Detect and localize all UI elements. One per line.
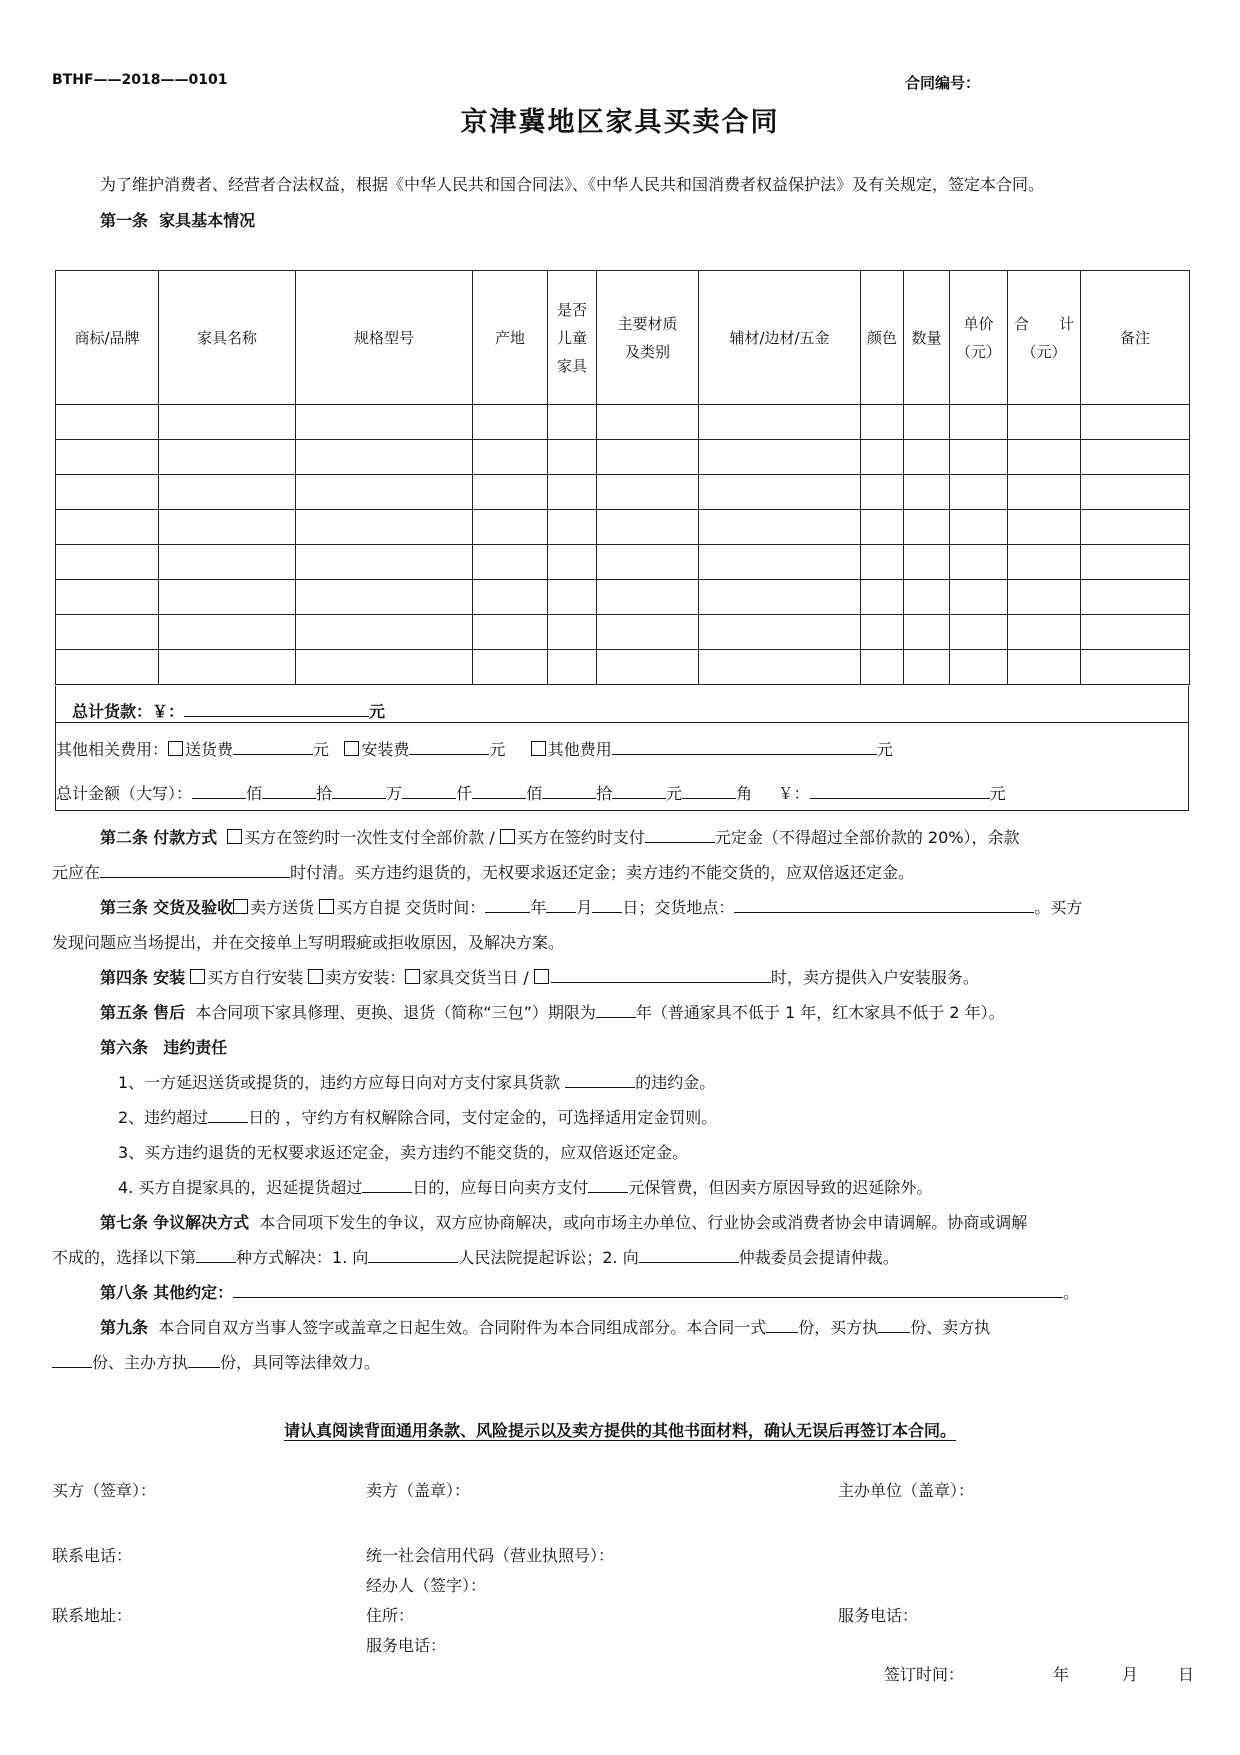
pay-full-checkbox[interactable] [227,829,242,844]
table-row [56,650,1190,685]
table-cell[interactable] [159,475,296,510]
table-cell[interactable] [473,405,548,440]
total-amount-line: 总计金额（大写）： 佰 拾 万 仟 佰 拾 元 角 ￥： 元 [56,780,1006,804]
agent-label: 经办人（签字）： [366,1576,487,1595]
page-title: 京津冀地区家具买卖合同 [460,107,780,138]
notice: 请认真阅读背面通用条款、风险提示以及卖方提供的其他书面材料，确认无误后再签订本合同。 [283,1421,956,1440]
table-cell[interactable] [1081,650,1190,685]
table-cell[interactable] [597,510,699,545]
article-6: 第六条 违约责任 1、一方延迟送货或提货的，违约方应每日向对方支付家具货款 的违约金。 2、违约超过 日的 ，守约方有权解除合同，支付定金的，可选择适用定金罚则。 3、买方违约退货的无权要求返还定金，卖方违约不能交货的，应双倍返还定金。 4. 买方自提家具的，迟延提货超过 日的，应每日向卖方支付 元保管费，但因卖方原因导致的迟延除外。 [100,1038,933,1197]
article-5: 第五条 售后 本合同项下家具修理、更换、退货（简称“三包”）期限为 年（普通家具不低于 1 年，红木家具不低于 2 年）。 [52,995,1192,1030]
table-cell[interactable] [861,405,904,440]
install-time-field[interactable] [551,964,771,983]
table-cell[interactable] [861,545,904,580]
install-other-checkbox[interactable] [534,969,549,984]
preamble: 为了维护消费者、经营者合法权益，根据《中华人民共和国合同法》、《中华人民共和国消费者权益保护法》及有关规定，签定本合同。 [100,175,1045,194]
other-fee-checkbox[interactable] [531,741,546,756]
delivery-place-field[interactable] [734,894,1034,913]
total-goods-line: 总计货款：￥： 元 [72,698,385,722]
table-cell[interactable] [56,545,159,580]
table-cell[interactable] [296,545,473,580]
table-cell[interactable] [861,440,904,475]
table-cell[interactable] [473,440,548,475]
table-cell[interactable] [159,545,296,580]
table-cell[interactable] [548,405,597,440]
table-row [56,580,1190,615]
table-cell[interactable] [950,475,1008,510]
table-cell[interactable] [159,580,296,615]
table-cell[interactable] [950,650,1008,685]
table-cell[interactable] [904,650,950,685]
table-cell[interactable] [904,615,950,650]
table-header-row [56,271,1190,405]
table-cell[interactable] [904,545,950,580]
table-cell[interactable] [296,580,473,615]
table-cell[interactable] [1008,615,1081,650]
col-aux: 辅材/边材/五金 [699,271,861,405]
table-cell[interactable] [56,580,159,615]
self-install-checkbox[interactable] [190,969,205,984]
table-cell[interactable] [296,650,473,685]
table-row [56,615,1190,650]
table-cell[interactable] [904,440,950,475]
table-cell[interactable] [1008,405,1081,440]
table-row [56,475,1190,510]
col-child: 是否 儿童 家具 [548,271,597,405]
total-amount-field[interactable] [810,780,990,799]
other-fee-field[interactable] [612,736,877,755]
table-cell[interactable] [597,615,699,650]
contract-number-label: 合同编号： [905,74,981,92]
install-fee-checkbox[interactable] [344,741,359,756]
table-cell[interactable] [950,510,1008,545]
arbitration-field[interactable] [639,1244,739,1263]
table-row [56,440,1190,475]
table-cell[interactable] [1008,440,1081,475]
table-cell[interactable] [159,650,296,685]
table-cell[interactable] [548,440,597,475]
deposit-field[interactable] [645,824,715,843]
table-cell[interactable] [473,650,548,685]
table-cell[interactable] [904,405,950,440]
table-cell[interactable] [861,580,904,615]
table-cell[interactable] [473,580,548,615]
table-cell[interactable] [597,440,699,475]
table-cell[interactable] [473,475,548,510]
breach-days-field[interactable] [208,1104,248,1123]
table-cell[interactable] [597,475,699,510]
table-cell[interactable] [699,650,861,685]
buyer-sign-label: 买方（签章）： [52,1481,157,1500]
table-cell[interactable] [1081,440,1190,475]
credit-code-label: 统一社会信用代码（营业执照号）： [366,1546,615,1565]
col-total: 合 计 （元） [1008,271,1081,405]
delivery-fee-field[interactable] [233,736,313,755]
table-cell[interactable] [904,510,950,545]
table-cell[interactable] [861,650,904,685]
table-cell[interactable] [861,510,904,545]
table-cell[interactable] [159,510,296,545]
table-cell[interactable] [56,615,159,650]
col-origin: 产地 [473,271,548,405]
table-cell[interactable] [597,405,699,440]
article-8: 第八条 其他约定： 。 [52,1275,1192,1310]
table-cell[interactable] [548,615,597,650]
article-2: 第二条 付款方式 买方在签约时一次性支付全部价款 / 买方在签约时支付 元定金（不得超过全部价款的 20%），余款 元应在 时付清。买方违约退货的，无权要求返还定金；卖方违约不能交货的，应双倍返还定金。 [52,820,1192,890]
col-remark: 备注 [1081,271,1190,405]
table-cell[interactable] [1081,510,1190,545]
col-unit-price: 单价 （元） [950,271,1008,405]
signing-year-label: 年 [1053,1665,1070,1684]
table-cell[interactable] [548,650,597,685]
signing-day-label: 日 [1178,1665,1195,1684]
table-cell[interactable] [159,440,296,475]
table-cell[interactable] [1008,650,1081,685]
table-cell[interactable] [473,545,548,580]
table-cell[interactable] [950,405,1008,440]
article-4: 第四条 安装 买方自行安装 卖方安装： 家具交货当日 / 时，卖方提供入户安装服务。 [52,960,1192,995]
col-material: 主要材质 及类别 [597,271,699,405]
seller-install-checkbox[interactable] [308,969,323,984]
table-cell[interactable] [1081,405,1190,440]
warranty-years-field[interactable] [596,999,636,1018]
table-row [56,545,1190,580]
table-cell[interactable] [159,405,296,440]
col-color: 颜色 [861,271,904,405]
totals-box [55,686,1189,811]
table-cell[interactable] [56,510,159,545]
table-cell[interactable] [548,580,597,615]
table-cell[interactable] [548,475,597,510]
form-code: BTHF——2018——0101 [52,72,228,88]
table-cell[interactable] [296,440,473,475]
col-brand: 商标/品牌 [56,271,159,405]
seller-delivery-checkbox[interactable] [233,899,248,914]
seller-phone-label: 服务电话： [366,1636,447,1655]
table-cell[interactable] [1081,580,1190,615]
table-cell[interactable] [950,545,1008,580]
table-cell[interactable] [296,405,473,440]
install-fee-field[interactable] [409,736,489,755]
table-row [56,405,1190,440]
table-cell[interactable] [904,475,950,510]
delivery-fee-checkbox[interactable] [168,741,183,756]
table-cell[interactable] [699,510,861,545]
table-cell[interactable] [1081,545,1190,580]
table-cell[interactable] [597,580,699,615]
pickup-delay-field[interactable] [362,1174,412,1193]
court-field[interactable] [368,1244,458,1263]
table-cell[interactable] [699,545,861,580]
table-cell[interactable] [56,475,159,510]
balance-date-field[interactable] [100,859,290,878]
table-cell[interactable] [296,475,473,510]
col-name: 家具名称 [159,271,296,405]
table-cell[interactable] [1008,580,1081,615]
dispute-option-field[interactable] [196,1244,236,1263]
table-cell[interactable] [296,615,473,650]
table-cell[interactable] [597,650,699,685]
seller-seal-label: 卖方（盖章）： [366,1481,471,1500]
table-cell[interactable] [597,545,699,580]
signing-month-label: 月 [1122,1665,1139,1684]
residence-label: 住所： [366,1606,415,1625]
table-cell[interactable] [861,615,904,650]
table-cell[interactable] [548,510,597,545]
buyer-pickup-checkbox[interactable] [319,899,334,914]
organizer-seal-label: 主办单位（盖章）： [838,1481,975,1500]
table-cell[interactable] [1081,475,1190,510]
other-terms-field[interactable] [233,1279,1063,1298]
buyer-phone-label: 联系电话： [52,1546,133,1565]
table-cell[interactable] [1008,510,1081,545]
other-fees-line: 其他相关费用： 送货费 元 安装费 元 其他费用 元 [56,736,893,760]
table-cell[interactable] [904,580,950,615]
table-cell[interactable] [296,510,473,545]
total-goods-field[interactable] [184,698,369,717]
table-row [56,510,1190,545]
article-7: 第七条 争议解决方式 本合同项下发生的争议，双方应协商解决，或向市场主办单位、行业协会或消费者协会申请调解。协商或调解 不成的，选择以下第 种方式解决：1. 向 人民法院提起诉讼；2. 向 仲裁委员会提请仲裁。 [52,1213,1028,1267]
table-cell[interactable] [56,650,159,685]
table-cell[interactable] [56,405,159,440]
table-cell[interactable] [159,615,296,650]
table-cell[interactable] [1008,475,1081,510]
table-cell[interactable] [699,440,861,475]
article-1-heading: 第一条 家具基本情况 [100,211,256,230]
table-cell[interactable] [1081,615,1190,650]
buyer-address-label: 联系地址： [52,1606,133,1625]
table-cell[interactable] [699,405,861,440]
table-cell[interactable] [473,615,548,650]
col-spec: 规格型号 [296,271,473,405]
storage-fee-field[interactable] [588,1174,628,1193]
table-cell[interactable] [950,615,1008,650]
article-3: 第三条 交货及验收 卖方送货 买方自提 交货时间： 年 月 日；交货地点： 。买方 发现问题应当场提出，并在交接单上写明瑕疵或拒收原因，及解决方案。 [52,890,1192,960]
pay-deposit-checkbox[interactable] [500,829,515,844]
signing-time-label: 签订时间： [884,1665,965,1684]
penalty-field[interactable] [565,1069,635,1088]
table-cell[interactable] [861,475,904,510]
table-cell[interactable] [950,440,1008,475]
table-cell[interactable] [1008,545,1081,580]
install-same-day-checkbox[interactable] [405,969,420,984]
article-9: 第九条 本合同自双方当事人签字或盖章之日起生效。合同附件为本合同组成部分。本合同一式 份，买方执 份、卖方执 份、主办方执 份，具同等法律效力。 [52,1310,1192,1380]
table-cell[interactable] [699,615,861,650]
furniture-table [55,270,1190,685]
table-cell[interactable] [699,580,861,615]
table-cell[interactable] [56,440,159,475]
table-cell[interactable] [548,545,597,580]
table-cell[interactable] [473,510,548,545]
col-qty: 数量 [904,271,950,405]
organizer-phone-label: 服务电话： [838,1606,919,1625]
table-cell[interactable] [950,580,1008,615]
table-cell[interactable] [699,475,861,510]
